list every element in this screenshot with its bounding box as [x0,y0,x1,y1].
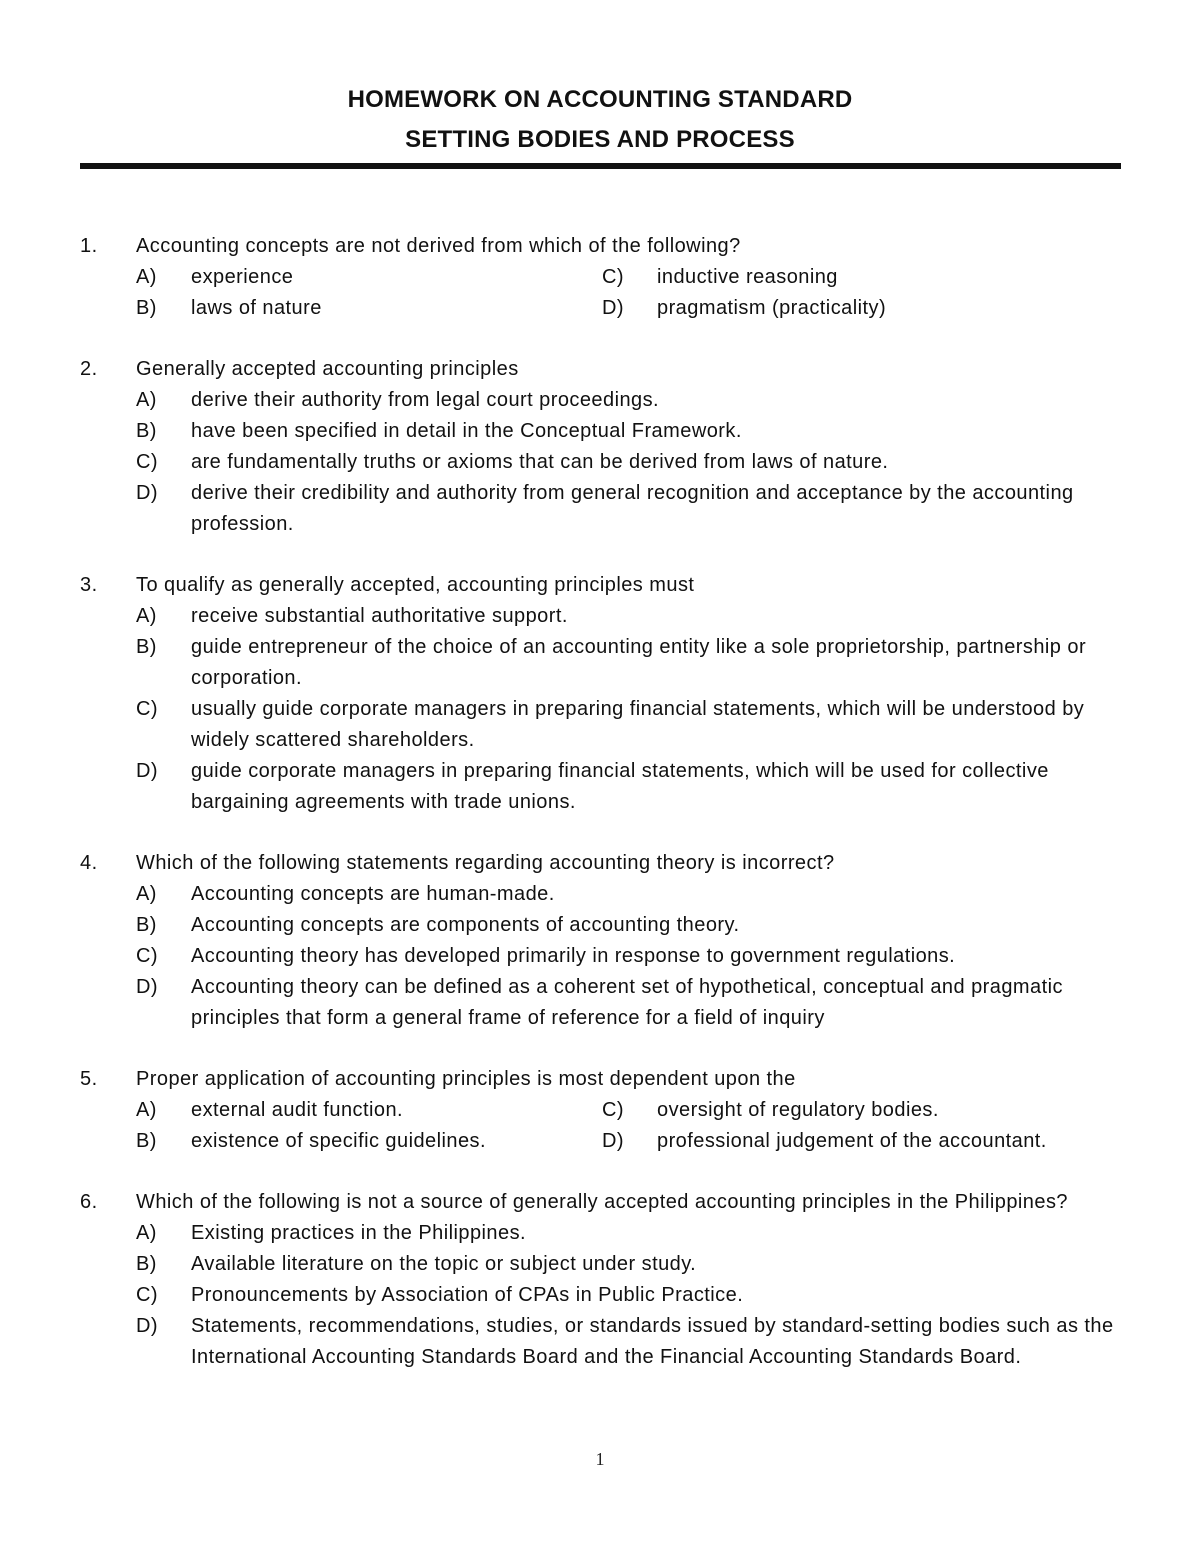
choice-letter: B) [136,1130,157,1152]
choice-text: experience [191,266,294,288]
choice-a [136,385,1140,416]
choice-text: inductive reasoning [657,266,838,288]
question-text: Generally accepted accounting principles [136,358,519,380]
choice-grid [136,262,1140,324]
choice-text: Statements, recommendations, studies, or standards issued by standard-setting bodies such as the International Accounting Standards Board and the Financial Accounting Standards Board. [191,1315,1114,1368]
question-number: 3. [80,574,98,596]
choice-letter: B) [136,636,157,658]
choice-grid [136,1095,1140,1157]
choice-letter: A) [136,389,157,411]
choice-letter: D) [136,976,159,998]
question-number: 6. [80,1191,98,1213]
choice-letter: D) [602,1130,625,1152]
choice-letter: A) [136,1099,157,1121]
choice-letter: B) [136,420,157,442]
choice-letter: B) [136,1253,157,1275]
choice-letter: C) [136,698,159,720]
choice-letter: B) [136,914,157,936]
question-6 [80,1187,1140,1373]
choice-text: Accounting concepts are human-made. [191,883,555,905]
choice-letter: A) [136,883,157,905]
choice-letter: D) [602,297,625,319]
question-1 [80,231,1140,324]
choice-b [136,1126,602,1157]
question-3 [80,570,1140,818]
choice-letter: C) [602,1099,625,1121]
choice-text: usually guide corporate managers in preparing financial statements, which will be understood by widely scattered shareholders. [191,698,1085,751]
choice-text: laws of nature [191,297,322,319]
choice-text: guide corporate managers in preparing financial statements, which will be used for collective bargaining agreements with trade unions. [191,760,1049,813]
question-list [80,231,1140,1373]
question-number: 5. [80,1068,98,1090]
choice-letter: C) [136,945,159,967]
choice-c [602,1095,1140,1126]
choice-text: derive their credibility and authority from general recognition and acceptance by the accounting profession. [191,482,1074,535]
choice-d [136,972,1140,1034]
choice-text: Accounting theory has developed primarily in response to government regulations. [191,945,956,967]
choice-letter: D) [136,482,159,504]
choice-b [136,1249,1140,1280]
choice-text: pragmatism (practicality) [657,297,887,319]
choice-text: guide entrepreneur of the choice of an accounting entity like a sole proprietorship, partnership or corporation. [191,636,1087,689]
choice-a [136,1095,602,1126]
choice-text: Pronouncements by Association of CPAs in Public Practice. [191,1284,744,1306]
choice-a [136,879,1140,910]
choice-list [136,601,1140,818]
question-number: 4. [80,852,98,874]
choice-letter: B) [136,297,157,319]
choice-c [136,941,1140,972]
choice-list [136,385,1140,540]
question-text: Which of the following is not a source of generally accepted accounting principles in the Philippines? [136,1191,1068,1213]
choice-letter: C) [136,1284,159,1306]
choice-a [136,1218,1140,1249]
choice-c [136,1280,1140,1311]
question-4 [80,848,1140,1034]
choice-b [136,416,1140,447]
question-text: Proper application of accounting principles is most dependent upon the [136,1068,796,1090]
choice-text: are fundamentally truths or axioms that can be derived from laws of nature. [191,451,889,473]
choice-list [136,1218,1140,1373]
choice-letter: A) [136,1222,157,1244]
choice-text: derive their authority from legal court proceedings. [191,389,660,411]
question-text: To qualify as generally accepted, accounting principles must [136,574,695,596]
choice-letter: A) [136,605,157,627]
choice-a [136,601,1140,632]
choice-list [136,879,1140,1034]
choice-text: Accounting theory can be defined as a coherent set of hypothetical, conceptual and pragmatic principles that form a general frame of reference for a field of inquiry [191,976,1063,1029]
question-text: Accounting concepts are not derived from which of the following? [136,235,741,257]
question-2 [80,354,1140,540]
choice-b [136,293,602,324]
choice-d [136,478,1140,540]
choice-d [136,1311,1140,1373]
choice-c [136,694,1140,756]
choice-d [602,293,1140,324]
choice-text: Accounting concepts are components of accounting theory. [191,914,740,936]
choice-text: oversight of regulatory bodies. [657,1099,939,1121]
choice-text: existence of specific guidelines. [191,1130,487,1152]
choice-letter: D) [136,760,159,782]
choice-b [136,632,1140,694]
choice-text: professional judgement of the accountant. [657,1130,1047,1152]
choice-c [136,447,1140,478]
question-number: 1. [80,235,98,257]
page-number: 1 [595,1449,605,1469]
choice-text: external audit function. [191,1099,404,1121]
document-title-line-2: SETTING BODIES AND PROCESS [405,126,795,153]
choice-d [602,1126,1140,1157]
question-number: 2. [80,358,98,380]
choice-letter: D) [136,1315,159,1337]
choice-a [136,262,602,293]
choice-text: Available literature on the topic or subject under study. [191,1253,697,1275]
choice-text: have been specified in detail in the Conceptual Framework. [191,420,742,442]
question-5 [80,1064,1140,1157]
choice-d [136,756,1140,818]
choice-letter: A) [136,266,157,288]
choice-letter: C) [602,266,625,288]
choice-c [602,262,1140,293]
choice-letter: C) [136,451,159,473]
choice-text: Existing practices in the Philippines. [191,1222,527,1244]
choice-b [136,910,1140,941]
choice-text: receive substantial authoritative support. [191,605,568,627]
document-title-line-1: HOMEWORK ON ACCOUNTING STANDARD [347,86,853,113]
title-divider [80,163,1121,169]
question-text: Which of the following statements regarding accounting theory is incorrect? [136,852,835,874]
